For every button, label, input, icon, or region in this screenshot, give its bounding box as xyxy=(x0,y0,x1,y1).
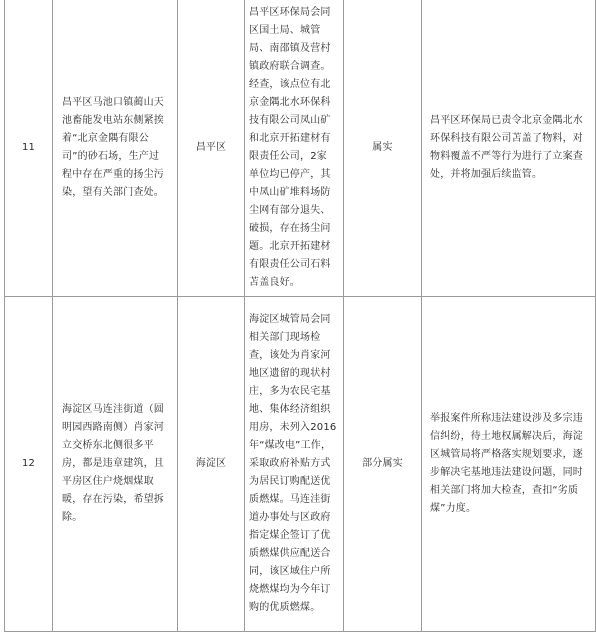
investigation-result-text: 昌平区环保局会同区国土局、城管局、南邵镇及营村镇政府联合调查。经查，该点位有北京金隅北水环保科技有限公司凤山矿和北京开拓建材有限责任公司，2家单位均已停产，其中凤山矿堆料场防尘网有部分退失、破损，存在扬尘问题。北京开拓建材有限责任公司石料苫盖良好。 xyxy=(249,7,331,288)
complaint-location-text: 昌平区马池口镇蔺山天池畜能发电站东侧紧挨着“北京金隅有限公司”的砂石场，生产过程中存在严重的扬尘污染，望有关部门查处。 xyxy=(62,97,164,198)
handling-action-text: 昌平区环保局已责令北京金隅北水环保科技有限公司苫盖了物料，对物料覆盖不严等行为进行了立案查处，并将加强后续监管。 xyxy=(430,115,583,180)
district: 昌平区 xyxy=(178,0,245,297)
complaint-location xyxy=(53,0,178,297)
complaint-table xyxy=(4,0,596,632)
row-number: 11 xyxy=(5,0,53,297)
verification-status: 属实 xyxy=(344,0,422,297)
district: 海淀区 xyxy=(178,297,245,632)
handling-action xyxy=(422,297,596,632)
row-number: 12 xyxy=(5,297,53,632)
investigation-result xyxy=(245,297,344,632)
handling-action xyxy=(422,0,596,297)
investigation-result-text: 海淀区城管局会同相关部门现场检查，该处为肖家河地区遗留的现状村庄，多为农民宅基地、集体经济组织用房，未列入2016年“煤改电”工作，采取政府补贴方式为居民订购配送优质燃煤。马连洼街道办事处与区政府指定煤企签订了优质燃煤供应配送合同，该区域住户所烧燃煤均为今年订购的优质燃煤。 xyxy=(249,314,337,613)
table-row xyxy=(5,297,596,632)
investigation-result xyxy=(245,0,344,297)
complaint-location-text: 海淀区马连洼街道（圆明园西路南侧）肖家河立交桥东北侧很多平房，都是违章建筑，且平房区住户烧烟煤取暖，存在污染，希望拆除。 xyxy=(62,404,164,523)
verification-status: 部分属实 xyxy=(344,297,422,632)
complaint-location xyxy=(53,297,178,632)
handling-action-text: 举报案件所称违法建设涉及多宗违信纠纷，待土地权属解决后，海淀区城管局将严格落实规划要求，逐步解决宅基地违法建设问题，同时相关部门将加大检查，查扣“劣质煤”力度。 xyxy=(430,413,583,514)
table-row xyxy=(5,0,596,297)
